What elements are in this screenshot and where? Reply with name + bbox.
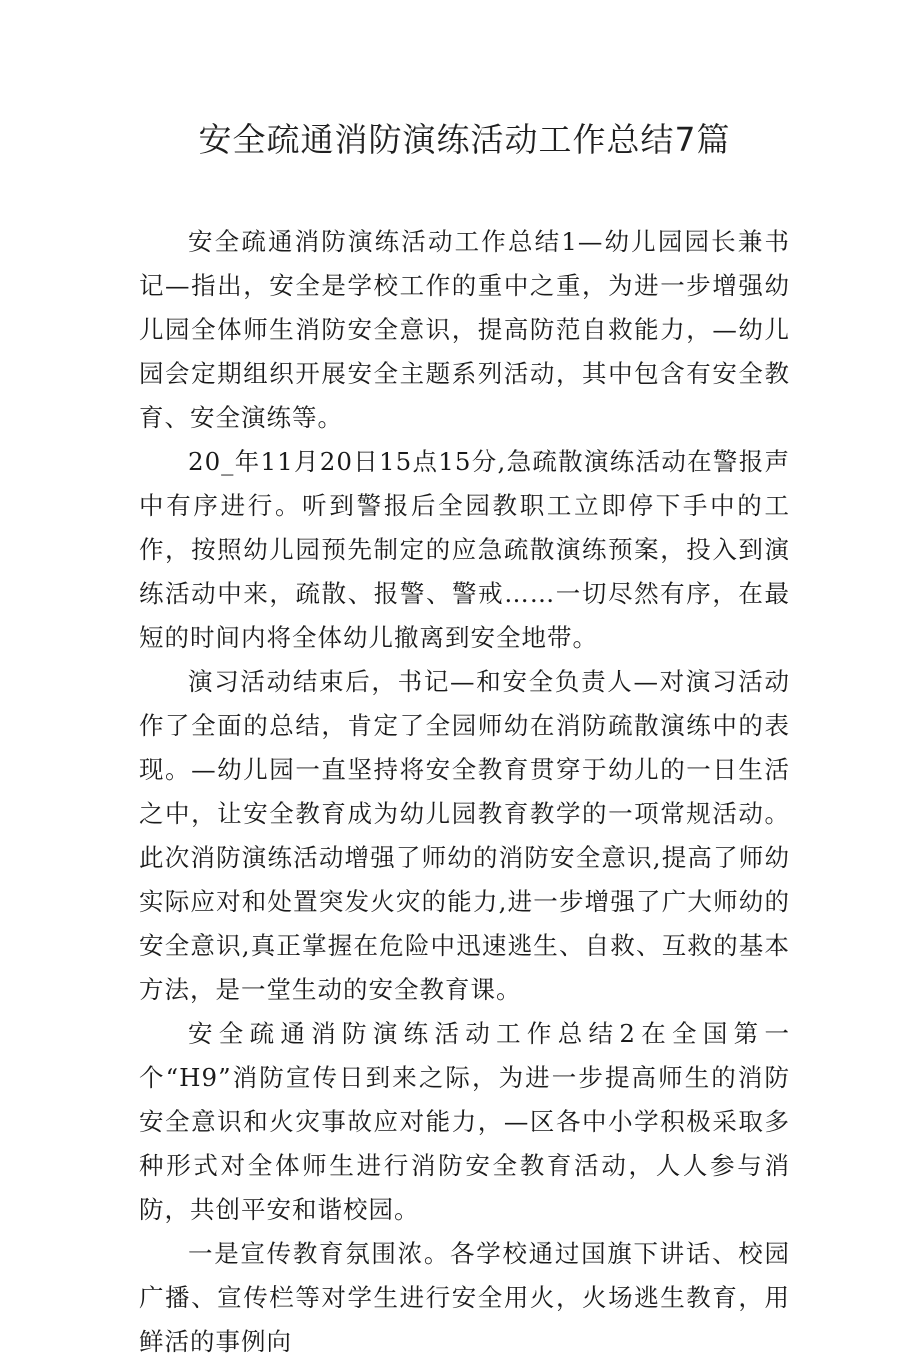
paragraph-4: 安全疏通消防演练活动工作总结2在全国第一个“H9”消防宣传日到来之际，为进一步提高师生的消防安全意识和火灾事故应对能力，—区各中小学积极采取多种形式对全体师生进行消防安全教育活动，人人参与消防，共创平安和谐校园。 <box>139 1019 790 1224</box>
paragraph-3: 演习活动结束后，书记—和安全负责人—对演习活动作了全面的总结，肯定了全园师幼在消防疏散演练中的表现。—幼儿园一直坚持将安全教育贯穿于幼儿的一日生活之中，让安全教育成为幼儿园教育教学的一项常规活动。此次消防演练活动增强了师幼的消防安全意识,提高了师幼实际应对和处置突发火灾的能力,进一步增强了广大师幼的安全意识,真正掌握在危险中迅速逃生、自救、互救的基本方法，是一堂生动的安全教育课。 <box>139 667 790 1004</box>
paragraph-5: 一是宣传教育氛围浓。各学校通过国旗下讲话、校园广播、宣传栏等对学生进行安全用火，火场逃生教育，用鲜活的事例向 <box>139 1239 790 1356</box>
document-body <box>139 220 790 1364</box>
document-title: 安全疏通消防演练活动工作总结7篇 <box>198 120 731 159</box>
paragraph-2: 20_年11月20日15点15分,急疏散演练活动在警报声中有序进行。听到警报后全园教职工立即停下手中的工作，按照幼儿园预先制定的应急疏散演练预案，投入到演练活动中来，疏散、报警、警戒……一切尽然有序，在最短的时间内将全体幼儿撤离到安全地带。 <box>139 447 790 652</box>
paragraph-1: 安全疏通消防演练活动工作总结1—幼儿园园长兼书记—指出，安全是学校工作的重中之重，为进一步增强幼儿园全体师生消防安全意识，提高防范自救能力，—幼儿园会定期组织开展安全主题系列活动，其中包含有安全教育、安全演练等。 <box>139 227 790 432</box>
